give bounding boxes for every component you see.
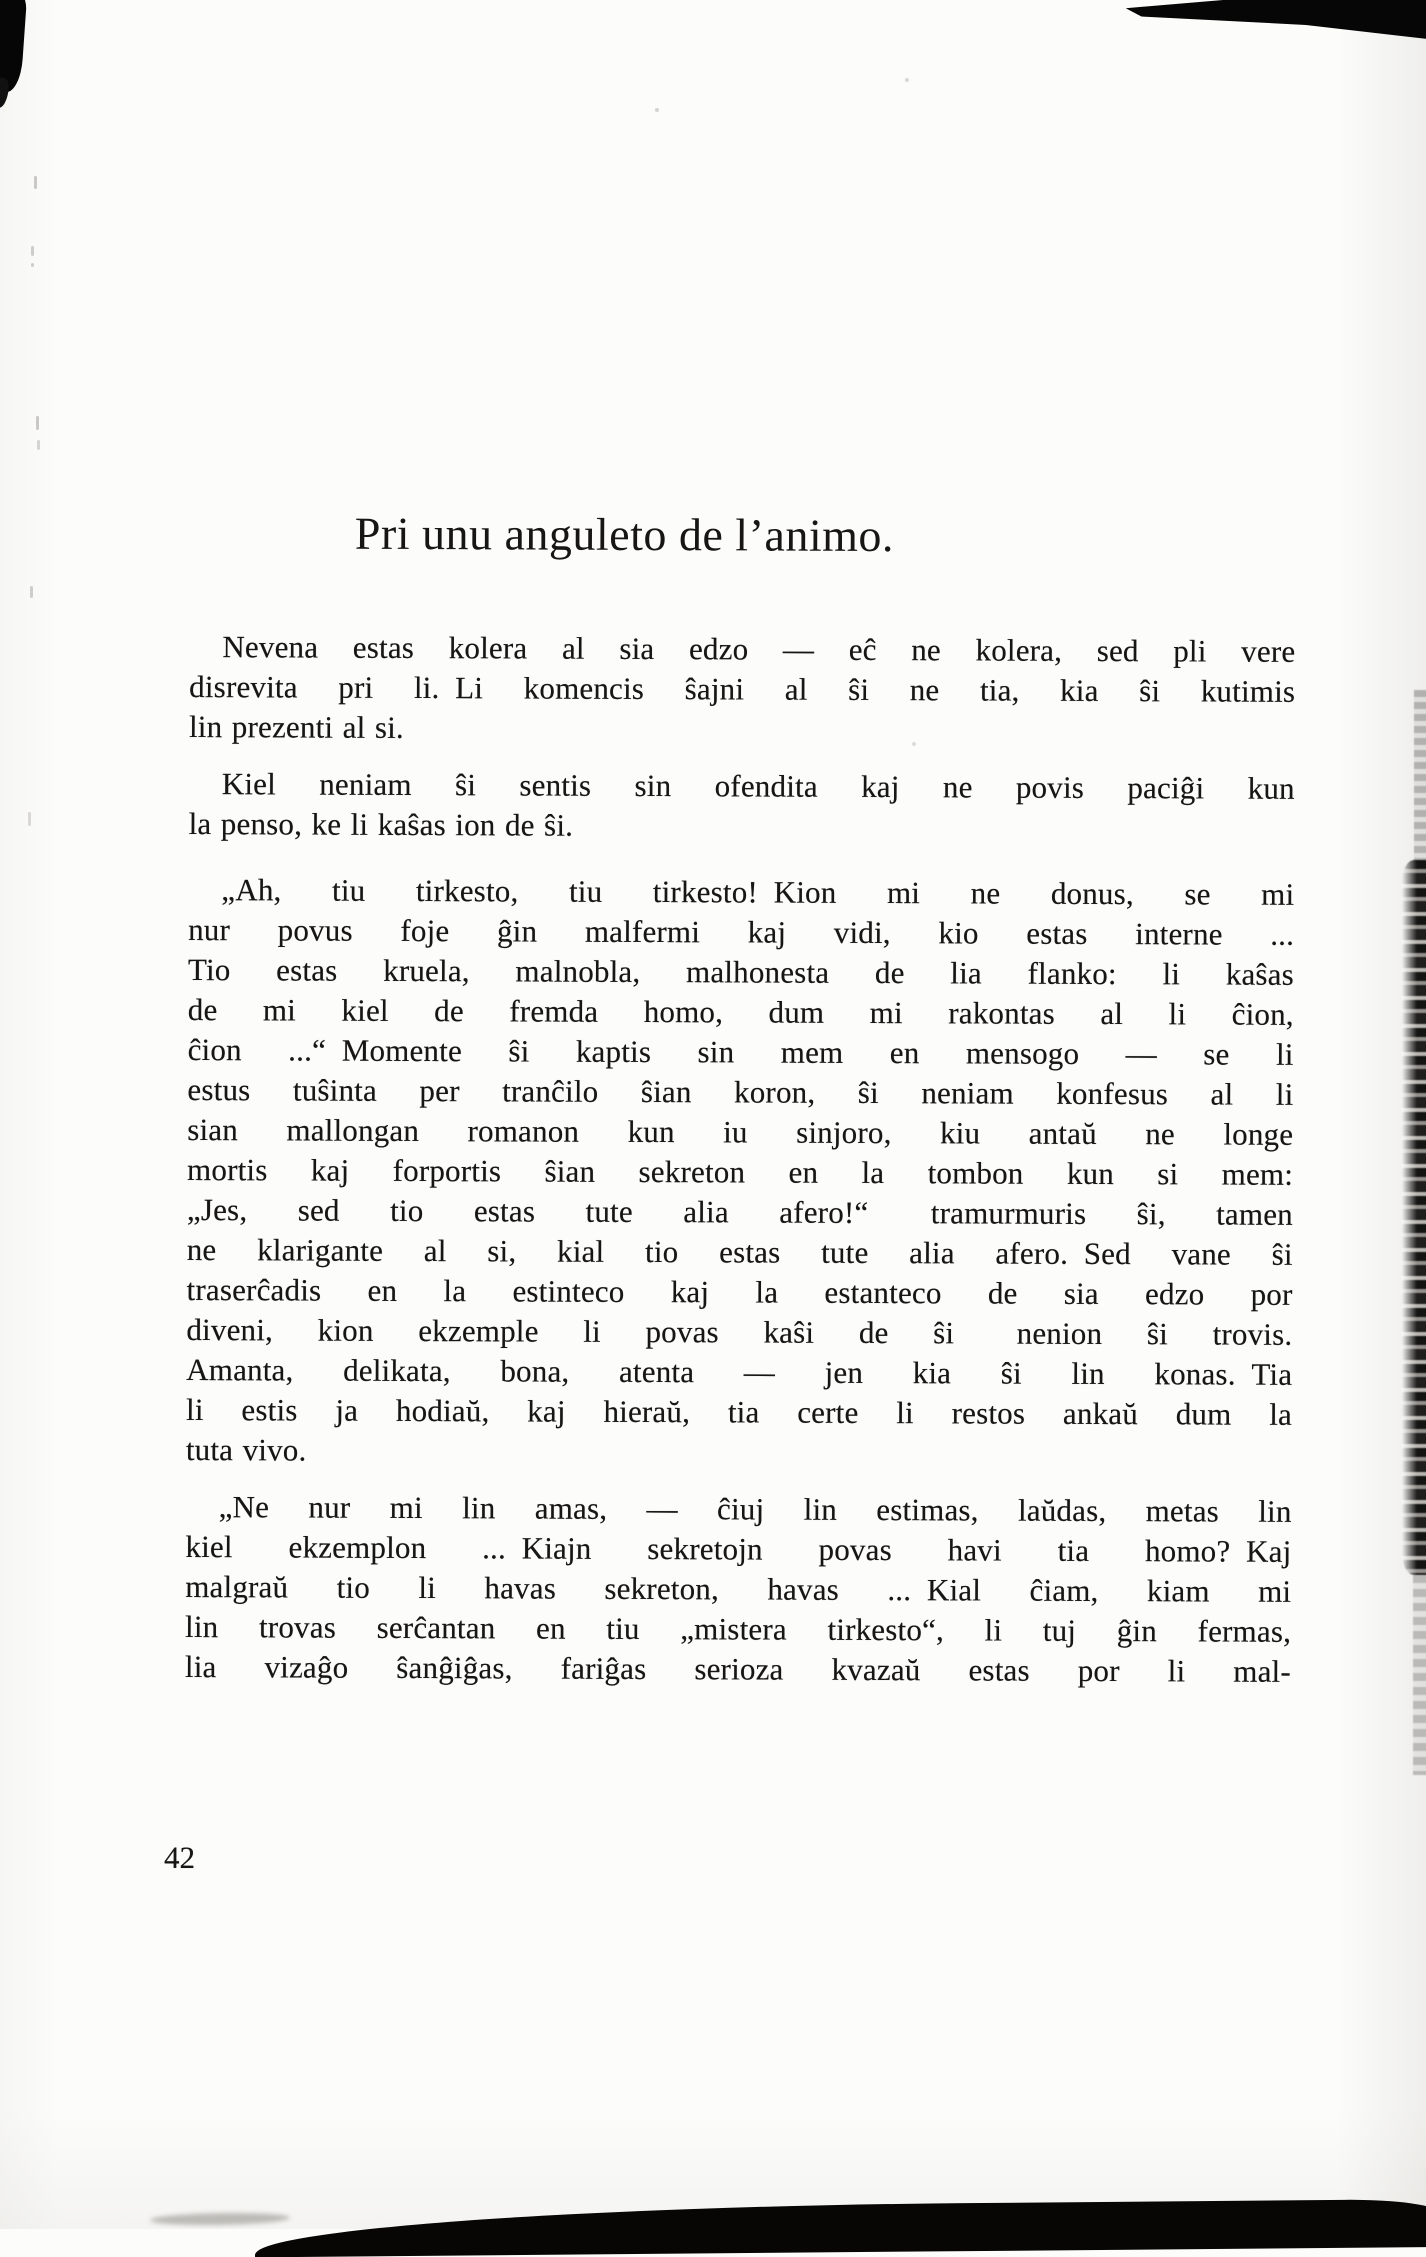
text-line: Tio estas kruela, malnobla, malhonesta de lia flanko: li kaŝas [187,951,1295,992]
text-line: Amanta, delikata, bona, atenta — jen kia ŝi lin konas. Tia [186,1351,1293,1392]
paragraph [185,1487,1292,1692]
text-line: mortis kaj forportis ŝian sekreton en la tombon kun si mem: [187,1151,1294,1192]
text-line: ne klarigante al si, kial tio estas tute alia afero. Sed vane ŝi [186,1231,1293,1272]
text-line: malgraŭ tio li havas sekreton, havas ... Kial ĉiam, kiam mi [185,1568,1292,1609]
text-line: nur povus foje ĝin malfermi kaj vidi, kio estas interne ... [188,911,1295,952]
margin-mark [31,246,34,256]
scan-artifact-right-streak-upper [1414,690,1426,862]
paragraph [189,764,1295,849]
scan-artifact-bottom-band [255,2199,1426,2257]
text-line: de mi kiel de fremda homo, dum mi rakontas al li ĉion, [187,991,1294,1032]
paragraph [189,627,1296,752]
text-line: la penso, ke li kaŝas ion de ŝi. [188,805,574,843]
text-line: „Jes, sed tio estas tute alia afero!“ tramurmuris ŝi, tamen [186,1191,1293,1232]
margin-mark [37,440,40,450]
scan-artifact-right-streak [1402,860,1426,1575]
scan-artifact-top-right-wedge [1125,0,1426,49]
body-text [185,627,1296,1692]
text-line: traserĉadis en la estinteco kaj la estanteco de sia edzo por [186,1271,1293,1312]
text-line: disrevita pri li. Li komencis ŝajni al ŝi ne tia, kia ŝi kutimis [189,668,1296,709]
text-line: ĉion ...“ Momente ŝi kaptis sin mem en mensogo — se li [187,1031,1294,1072]
margin-mark [28,812,31,826]
text-line: „Ah, tiu tirkesto, tiu tirkesto! Kion mi ne donus, se mi [221,872,1295,912]
text-line: li estis ja hodiaŭ, kaj hieraŭ, tia certe li restos ankaŭ dum la [185,1391,1293,1432]
paragraph [186,870,1295,1475]
margin-mark [31,263,34,267]
text-line: lin trovas serĉantan en tiu „mistera tirkesto“, li tuj ĝin fermas, [185,1608,1292,1649]
chapter-title: Pri unu anguleto de l’animo. [354,507,895,562]
text-line: tuta vivo. [185,1431,307,1468]
text-line: kiel ekzemplon ... Kiajn sekretojn povas havi tia homo? Kaj [185,1528,1292,1569]
paper-speck [655,108,659,112]
text-line: Nevena estas kolera al sia edzo — eĉ ne kolera, sed pli vere [222,629,1296,669]
text-line: diveni, kion ekzemple li povas kaŝi de ŝi nenion ŝi trovis. [186,1311,1293,1352]
scan-artifact-bottom-smudge [150,2212,290,2226]
text-line: „Ne nur mi lin amas, — ĉiuj lin estimas, laŭdas, metas lin [218,1489,1292,1529]
paper-speck [905,78,909,82]
page-content [164,505,1296,1876]
margin-mark [36,416,39,430]
text-line: lia vizaĝo ŝanĝiĝas, fariĝas serioza kvazaŭ estas por li mal- [184,1648,1291,1689]
text-line: Kiel neniam ŝi sentis sin ofendita kaj ne povis paciĝi kun [221,766,1295,806]
margin-mark [30,586,33,598]
page-number: 42 [164,1839,196,1876]
text-line: lin prezenti al si. [188,708,405,745]
text-line: sian mallongan romanon kun iu sinjoro, kiu antaŭ ne longe [187,1111,1294,1152]
scan-artifact-right-streak-lower [1413,1575,1426,1775]
margin-mark [34,176,37,189]
text-line: estus tuŝinta per tranĉilo ŝian koron, ŝi neniam konfesus al li [187,1071,1294,1112]
